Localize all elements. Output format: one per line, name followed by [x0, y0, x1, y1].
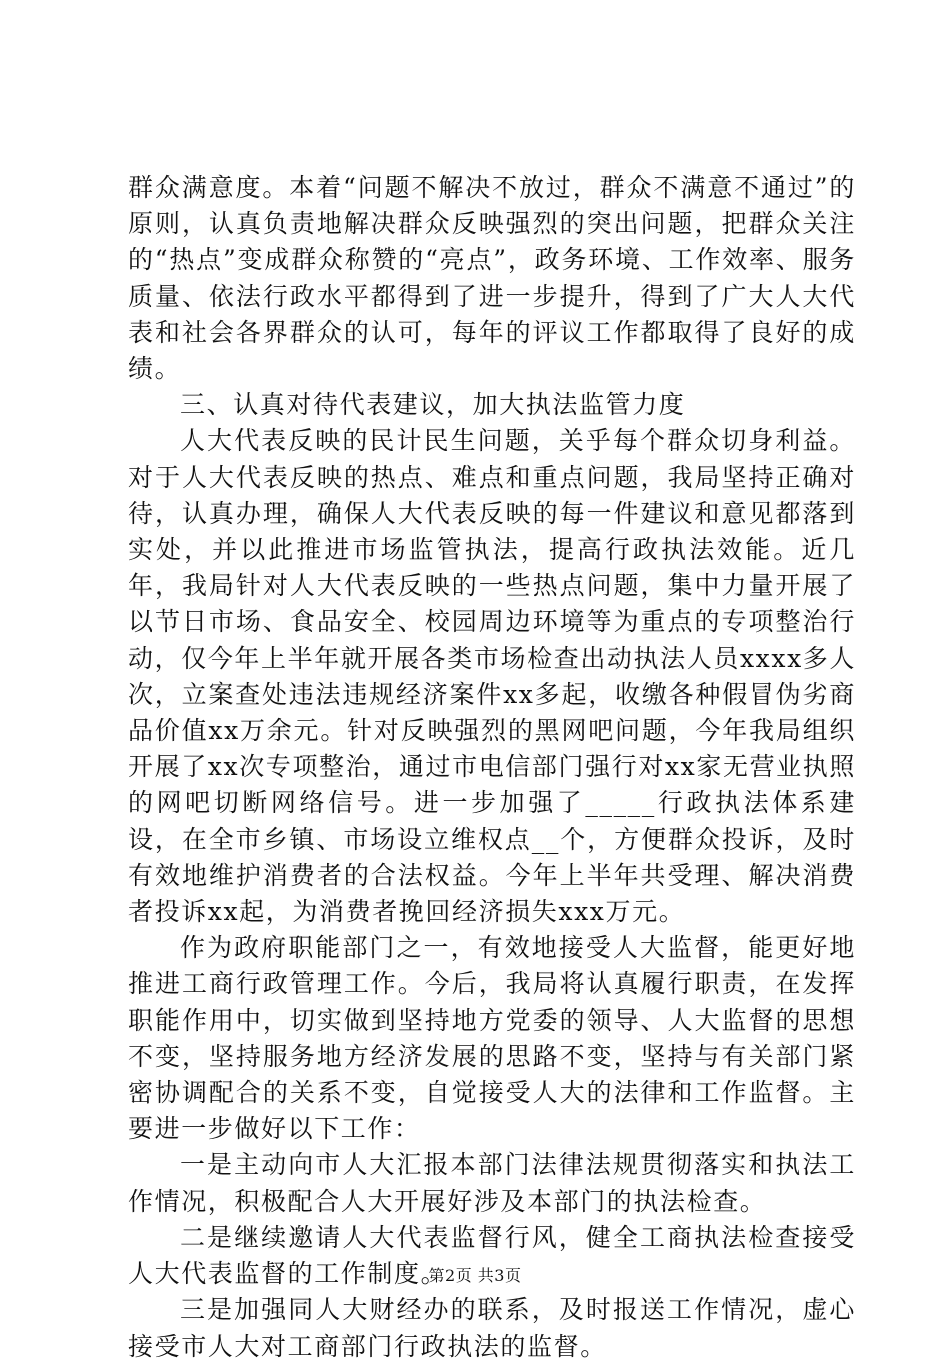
paragraph-1: 群众满意度。本着“问题不解决不放过，群众不满意不通过”的原则，认真负责地解决群众反映强烈的突出问题，把群众关注的“热点”变成群众称赞的“亮点”，政务环境、工作效率、服务质量、依法行政水平都得到了进一步提升，得到了广大人大代表和社会各界群众的认可，每年的评议工作都取得了良好的成绩。: [128, 173, 856, 384]
list-item-3: 三是加强同人大财经办的联系，及时报送工作情况，虚心接受市人大对工商部门行政执法的监督。: [128, 1295, 856, 1361]
page-number-footer: 第2页 共3页: [428, 1266, 522, 1285]
paragraph-2: 人大代表反映的民计民生问题，关乎每个群众切身利益。对于人大代表反映的热点、难点和重点问题，我局坚持正确对待，认真办理，确保人大代表反映的每一件建议和意见都落到实处，并以此推进市场监管执法，提高行政执法效能。近几年，我局针对人大代表反映的一些热点问题，集中力量开展了以节日市场、食品安全、校园周边环境等为重点的专项整治行动，仅今年上半年就开展各类市场检查出动执法人员xxxx多人次，立案查处违法违规经济案件xx多起，收缴各种假冒伪劣商品价值xx万余元。针对反映强烈的黑网吧问题，今年我局组织开展了xx次专项整治，通过市电信部门强行对xx家无营业执照的网吧切断网络信号。进一步加强了_____行政执法体系建设，在全市乡镇、市场设立维权点__个，方便群众投诉，及时有效地维护消费者的合法权益。今年上半年共受理、解决消费者投诉xx起，为消费者挽回经济损失xxx万元。: [128, 426, 856, 927]
document-body: [128, 170, 856, 1365]
section-heading: 三、认真对待代表建议，加大执法监管力度: [180, 390, 686, 420]
paragraph-3: 作为政府职能部门之一，有效地接受人大监督，能更好地推进工商行政管理工作。今后，我局将认真履行职责，在发挥职能作用中，切实做到坚持地方党委的领导、人大监督的思想不变，坚持服务地方经济发展的思路不变，坚持与有关部门紧密协调配合的关系不变，自觉接受人大的法律和工作监督。主要进一步做好以下工作：: [128, 933, 856, 1144]
list-item-1: 一是主动向市人大汇报本部门法律法规贯彻落实和执法工作情况，积极配合人大开展好涉及本部门的执法检查。: [128, 1150, 856, 1216]
list-item-2: 二是继续邀请人大代表监督行风，健全工商执法检查接受人大代表监督的工作制度。: [128, 1222, 856, 1289]
